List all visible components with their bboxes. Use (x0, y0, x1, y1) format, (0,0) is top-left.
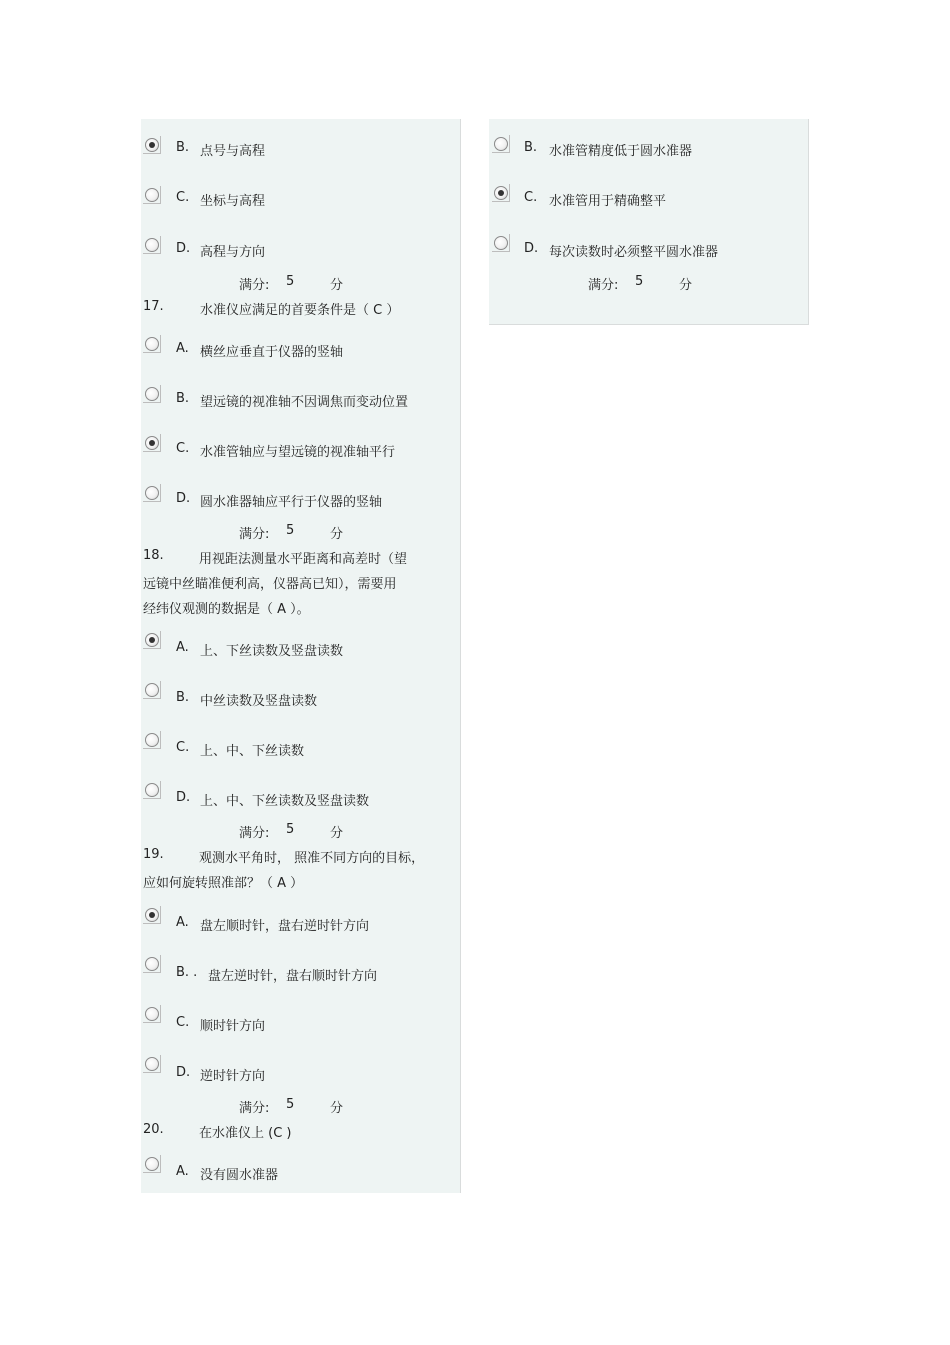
option-letter: A. (176, 915, 189, 930)
question-text: 经纬仪观测的数据是（ A ）。 (143, 602, 310, 617)
option-text: 上、中、下丝读数 (200, 744, 305, 759)
question-number: 17. (143, 299, 164, 314)
question-number: 18. (143, 548, 164, 563)
question-number: 20. (143, 1122, 164, 1137)
radio-unchecked-icon[interactable] (494, 137, 508, 151)
score-value: 5 (286, 1097, 295, 1112)
score-unit: 分 (330, 527, 344, 542)
radio-checked-icon[interactable] (145, 633, 159, 647)
option-letter: B. (176, 690, 190, 705)
option-row[interactable] (141, 188, 460, 208)
score-unit: 分 (330, 278, 344, 293)
option-letter: C. (524, 190, 538, 205)
radio-unchecked-icon[interactable] (145, 1157, 159, 1171)
score-unit: 分 (679, 278, 693, 293)
radio-checked-icon[interactable] (145, 908, 159, 922)
left-question-panel (141, 119, 461, 1193)
option-row[interactable] (489, 186, 808, 209)
score-label: 满分: (239, 826, 270, 841)
option-letter: B. (524, 140, 538, 155)
option-row[interactable] (141, 957, 460, 984)
option-text: 上、中、下丝读数及竖盘读数 (200, 794, 370, 809)
score-label: 满分: (588, 278, 619, 293)
option-letter: D. (176, 241, 191, 256)
score-value: 5 (635, 274, 644, 289)
option-text: 顺时针方向 (200, 1019, 266, 1034)
question-text: 应如何旋转照准部？（ A ） (143, 876, 304, 891)
option-letter: A. (176, 1164, 189, 1179)
option-text: 逆时针方向 (200, 1069, 266, 1084)
radio-unchecked-icon[interactable] (145, 733, 159, 747)
option-letter: A. (176, 640, 189, 655)
option-text: 点号与高程 (200, 144, 266, 159)
score-value: 5 (286, 523, 295, 538)
option-text: 水准管轴应与望远镜的视准轴平行 (200, 445, 396, 460)
option-letter: C. (176, 441, 190, 456)
radio-unchecked-icon[interactable] (145, 486, 159, 500)
question-number: 19. (143, 847, 164, 862)
radio-checked-icon[interactable] (145, 436, 159, 450)
score-value: 5 (286, 822, 295, 837)
option-text: 盘左顺时针，盘右逆时针方向 (200, 919, 370, 934)
option-row[interactable] (141, 908, 460, 934)
question-text: 水准仪应满足的首要条件是（ C ） (200, 303, 400, 318)
radio-checked-icon[interactable] (494, 186, 508, 200)
option-row[interactable] (141, 337, 460, 360)
option-letter: C. (176, 190, 190, 205)
option-row[interactable] (141, 138, 460, 158)
score-label: 满分: (239, 278, 270, 293)
option-text: 盘左逆时针，盘右顺时针方向 (208, 969, 378, 984)
option-text: 坐标与高程 (200, 194, 266, 209)
score-label: 满分: (239, 527, 270, 542)
option-letter: B. (176, 140, 190, 155)
option-row[interactable] (141, 238, 460, 258)
option-text: 横丝应垂直于仪器的竖轴 (200, 345, 344, 360)
radio-unchecked-icon[interactable] (145, 957, 159, 971)
option-text: 圆水准器轴应平行于仪器的竖轴 (200, 495, 383, 510)
option-text: 水准管精度低于圆水准器 (549, 144, 693, 159)
option-letter: C. (176, 740, 190, 755)
option-row[interactable] (141, 1007, 460, 1034)
option-row[interactable] (141, 1057, 460, 1084)
option-letter: B. (176, 391, 190, 406)
question-text: 观测水平角时， 照准不同方向的目标， (199, 851, 425, 866)
score-value: 5 (286, 274, 295, 289)
option-row[interactable] (141, 1157, 460, 1183)
option-row[interactable] (141, 436, 460, 460)
option-text: 水准管用于精确整平 (549, 194, 667, 209)
radio-unchecked-icon[interactable] (145, 337, 159, 351)
question-text: 用视距法测量水平距离和高差时（望 (199, 552, 408, 567)
option-letter: A. (176, 341, 189, 356)
option-row[interactable] (141, 387, 460, 410)
option-letter: C. (176, 1015, 190, 1030)
option-row[interactable] (489, 137, 808, 157)
radio-unchecked-icon[interactable] (145, 387, 159, 401)
radio-checked-icon[interactable] (145, 138, 159, 152)
question-text: 在水准仪上 (C ) (199, 1126, 292, 1141)
radio-unchecked-icon[interactable] (145, 683, 159, 697)
question-text: 远镜中丝瞄准便利高，仪器高已知），需要用 (143, 577, 397, 592)
right-question-panel (489, 119, 809, 325)
option-letter: D. (176, 1065, 191, 1080)
option-text: 望远镜的视准轴不因调焦而变动位置 (200, 395, 409, 410)
option-row[interactable] (489, 236, 808, 260)
option-text: 中丝读数及竖盘读数 (200, 694, 318, 709)
option-letter: D. (524, 241, 539, 256)
score-label: 满分: (239, 1101, 270, 1116)
option-row[interactable] (141, 733, 460, 759)
option-row[interactable] (141, 683, 460, 709)
radio-unchecked-icon[interactable] (145, 1007, 159, 1021)
option-text: 上、下丝读数及竖盘读数 (200, 644, 344, 659)
option-row[interactable] (141, 633, 460, 659)
score-unit: 分 (330, 1101, 344, 1116)
radio-unchecked-icon[interactable] (145, 238, 159, 252)
option-text: 每次读数时必须整平圆水准器 (549, 245, 719, 260)
radio-unchecked-icon[interactable] (145, 1057, 159, 1071)
radio-unchecked-icon[interactable] (494, 236, 508, 250)
option-row[interactable] (141, 783, 460, 809)
option-row[interactable] (141, 486, 460, 510)
radio-unchecked-icon[interactable] (145, 783, 159, 797)
option-letter: D. (176, 790, 191, 805)
option-letter: D. (176, 491, 191, 506)
radio-unchecked-icon[interactable] (145, 188, 159, 202)
option-text: 高程与方向 (200, 245, 266, 260)
option-letter: B. . (176, 965, 198, 980)
score-unit: 分 (330, 826, 344, 841)
option-text: 没有圆水准器 (200, 1168, 279, 1183)
